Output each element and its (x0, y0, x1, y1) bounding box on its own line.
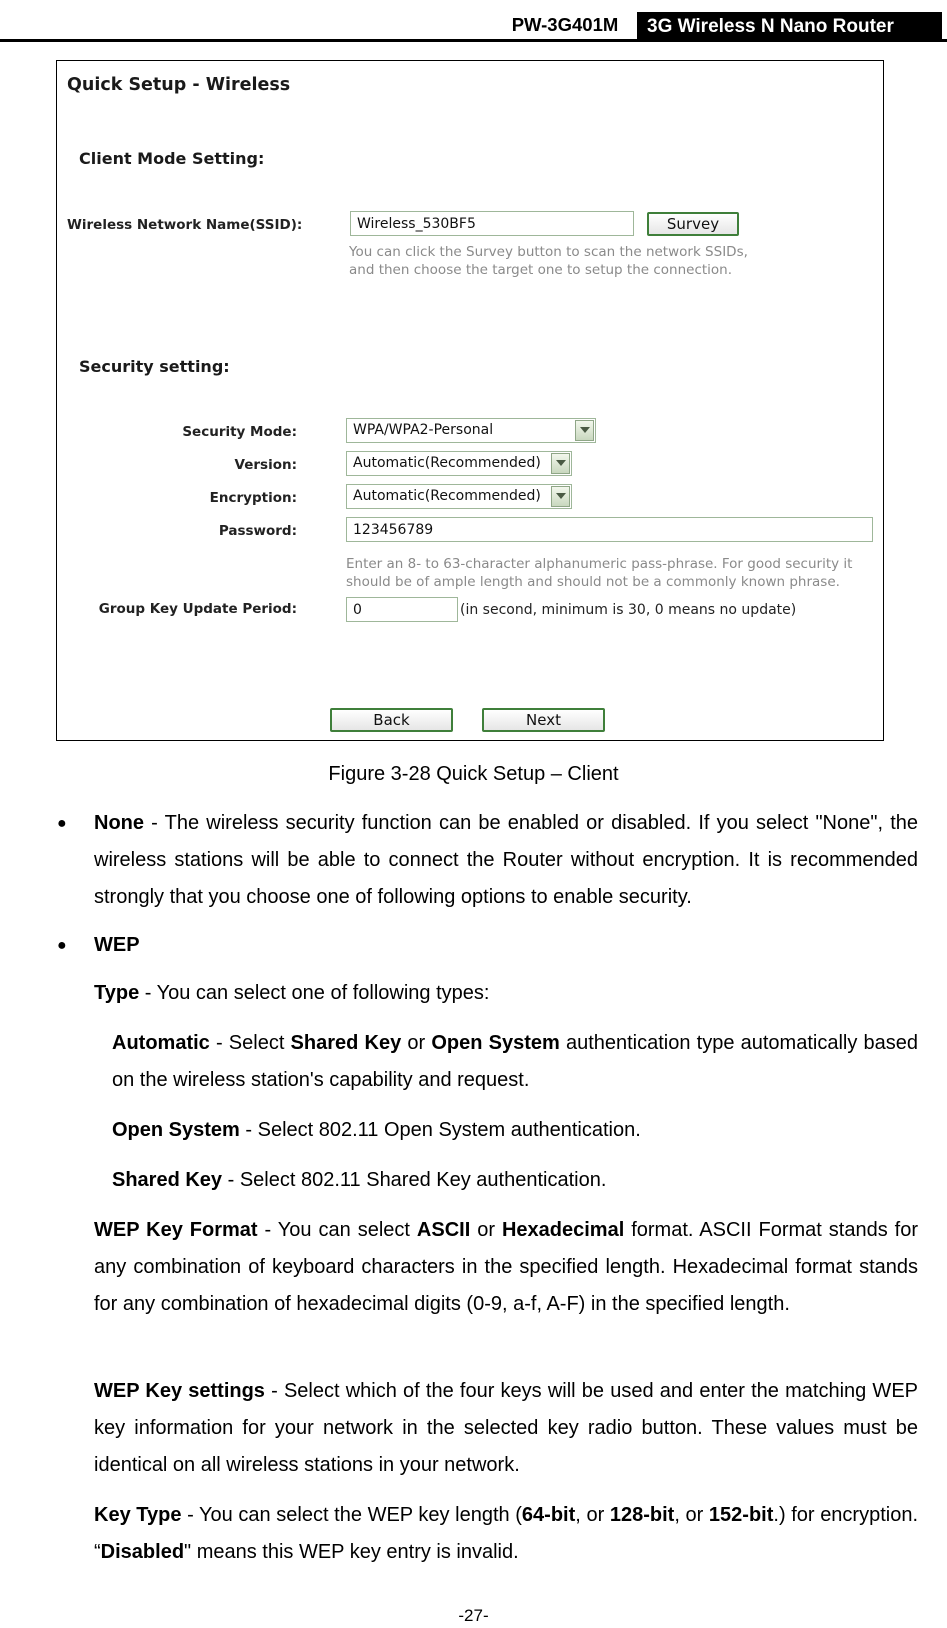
encryption-label: Encryption: (209, 490, 297, 506)
version-select[interactable] (346, 451, 572, 476)
password-label: Password: (218, 523, 297, 539)
page-number: -27- (458, 1606, 489, 1625)
version-value: Automatic(Recommended) (353, 455, 541, 471)
term-shared-key: Shared Key (112, 1169, 223, 1191)
paragraph-type: Type - You can select one of following types: (94, 982, 490, 1004)
back-button[interactable]: Back (330, 708, 453, 732)
ssid-label: Wireless Network Name(SSID): (67, 217, 303, 233)
term-key-type: Key Type (94, 1504, 182, 1526)
next-button[interactable]: Next (482, 708, 605, 732)
paragraph-none: None - The wireless security function can be enabled or disabled. If you select "None", the wireless stations will be able to connect the Router without encryption. It is recommended strongly that you choose one of following options to enable security. (94, 812, 918, 908)
survey-button[interactable]: Survey (647, 212, 739, 236)
client-mode-heading: Client Mode Setting: (79, 149, 265, 168)
password-hint-line-2: should be of ample length and should not be a commonly known phrase. (346, 574, 840, 590)
term-none: None (94, 812, 144, 834)
term-type: Type (94, 982, 140, 1004)
paragraph-automatic: Automatic - Select Shared Key or Open System authentication type automatically based on the wireless station's capability and request. (112, 1032, 918, 1091)
bullet-wep: ● (57, 937, 67, 954)
header-model: PW-3G401M (511, 14, 619, 35)
paragraph-key-type: Key Type - You can select the WEP key length (64-bit, or 128-bit, or 152-bit.) for encryption. “Disabled" means this WEP key entry is invalid. (94, 1504, 919, 1563)
header-divider (0, 39, 947, 42)
figure-caption: Figure 3-28 Quick Setup – Client (328, 763, 619, 785)
term-open-system: Open System (112, 1119, 240, 1141)
chevron-down-icon[interactable] (575, 420, 594, 441)
password-input[interactable] (346, 517, 873, 542)
survey-hint-line-2: and then choose the target one to setup the connection. (349, 262, 733, 278)
security-setting-heading: Security setting: (79, 357, 230, 376)
password-hint-line-1: Enter an 8- to 63-character alphanumeric pass-phrase. For good security it (346, 556, 853, 572)
version-label: Version: (234, 457, 297, 473)
encryption-value: Automatic(Recommended) (353, 488, 541, 504)
term-wep-key-settings: WEP Key settings (94, 1380, 265, 1402)
panel-title: Quick Setup - Wireless (67, 75, 291, 95)
group-key-update-label: Group Key Update Period: (98, 601, 297, 617)
chevron-down-icon[interactable] (551, 486, 570, 507)
heading-wep: WEP (94, 934, 140, 956)
security-mode-select[interactable] (346, 418, 596, 443)
term-wep-key-format: WEP Key Format (94, 1219, 258, 1241)
paragraph-wep-key-format: WEP Key Format - You can select ASCII or Hexadecimal format. ASCII Format stands for any combination of keyboard characters in the specified length. Hexadecimal format stands for any combination of hexadecimal digits (0-9, a-f, A-F) in the specified length. (94, 1219, 918, 1315)
chevron-down-icon[interactable] (551, 453, 570, 474)
paragraph-shared-key: Shared Key - Select 802.11 Shared Key authentication. (112, 1169, 607, 1191)
bullet-none: ● (57, 815, 67, 832)
survey-hint-line-1: You can click the Survey button to scan the network SSIDs, (349, 244, 748, 260)
group-key-update-note: (in second, minimum is 30, 0 means no update) (460, 602, 797, 618)
security-mode-label: Security Mode: (182, 424, 297, 440)
encryption-select[interactable] (346, 484, 572, 509)
term-automatic: Automatic (112, 1032, 210, 1054)
paragraph-wep-key-settings: WEP Key settings - Select which of the four keys will be used and enter the matching WEP key information for your network in the selected key radio button. These values must be identical on all wireless stations in your network. (94, 1380, 918, 1476)
ssid-input[interactable] (350, 211, 634, 236)
header-product-name: 3G Wireless N Nano Router (637, 12, 942, 41)
paragraph-open-system: Open System - Select 802.11 Open System authentication. (112, 1119, 641, 1141)
security-mode-value: WPA/WPA2-Personal (353, 422, 494, 438)
quick-setup-wireless-screenshot (56, 60, 884, 741)
group-key-update-input[interactable] (346, 597, 458, 622)
